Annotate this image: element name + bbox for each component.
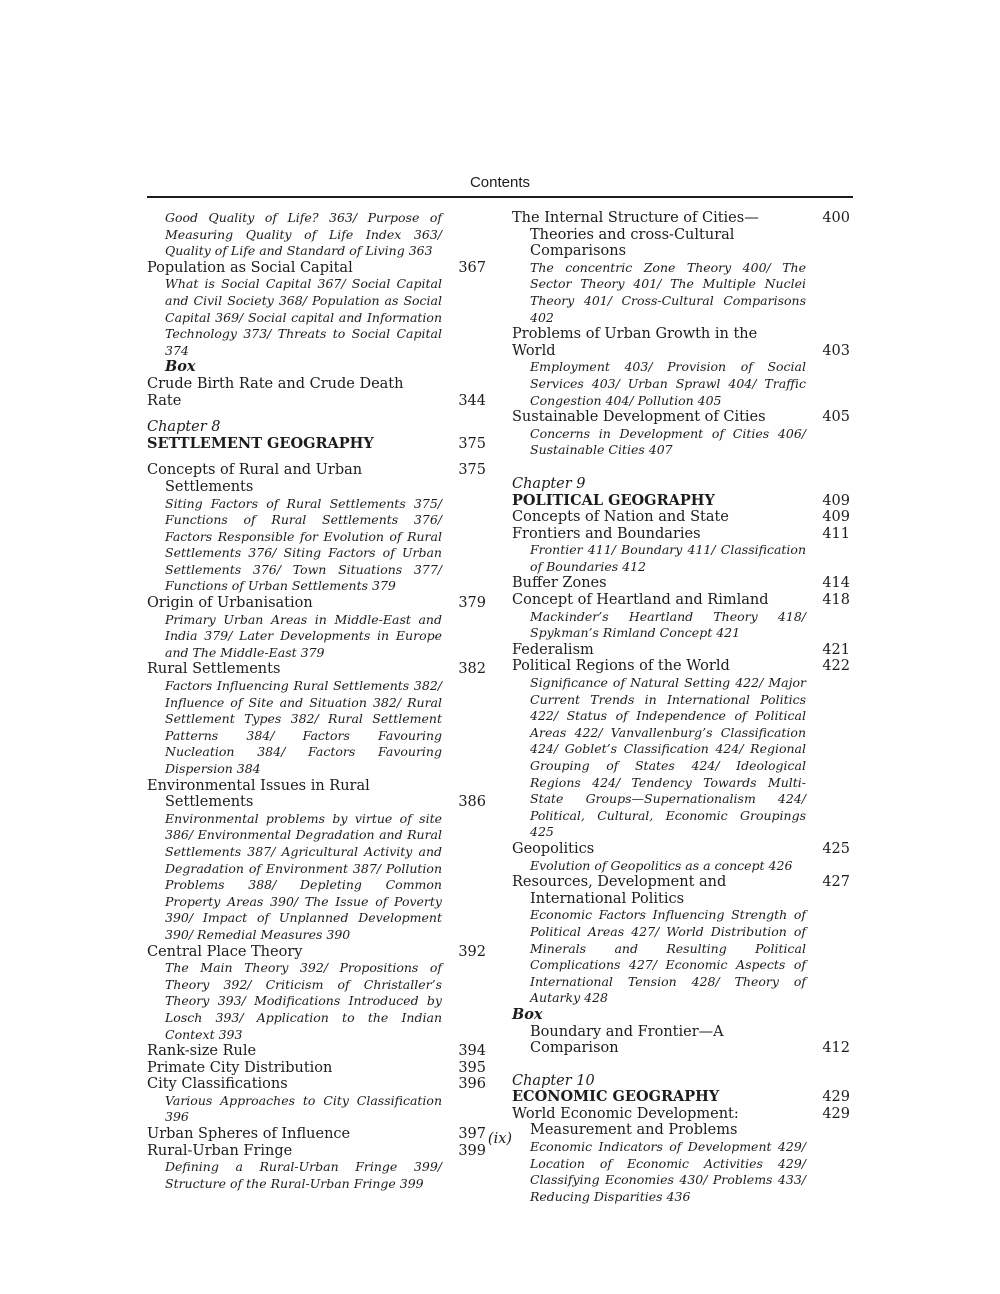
- entry-page: 382: [458, 661, 486, 678]
- left-column: [147, 210, 486, 1192]
- toc-entry-box-boundary-frontier[interactable]: [512, 1024, 850, 1057]
- entry-page: 403: [822, 342, 850, 359]
- entry-title-cont: Settlements: [165, 794, 254, 811]
- entry-subtopics: Good Quality of Life? 363/ Purpose of Measuring Quality of Life Index 363/ Quality of Life and Standard of Living 363: [165, 210, 442, 259]
- entry-page: 397: [458, 1126, 486, 1143]
- entry-subtopics: Evolution of Geopolitics as a concept 426: [530, 857, 793, 873]
- entry-page: 344: [458, 392, 486, 409]
- entry-page: 392: [458, 943, 486, 960]
- chapter-label: Chapter 10: [512, 1072, 595, 1089]
- box-label: Box: [512, 1005, 543, 1023]
- entry-subtopics: Factors Influencing Rural Settlements 382/ Influence of Site and Situation 382/ Rural Settlement Types 382/ Rural Settlement Patterns 384/ Factors Favouring Nucleation 384/ Factors Favouring Dispersion 384: [165, 678, 442, 776]
- entry-page: 396: [458, 1076, 486, 1093]
- entry-subtopics: Siting Factors of Rural Settlements 375/ Functions of Rural Settlements 376/ Factors Responsible for Evolution of Rural Settlements 376/ Siting Factors of Urban Settlements 376/ Town Situations 377/ Functions of Urban Settlements 379: [165, 495, 442, 594]
- entry-page: 405: [822, 409, 850, 426]
- entry-page: 427: [822, 874, 850, 891]
- chapter-title: POLITICAL GEOGRAPHY: [512, 491, 715, 509]
- right-column: [512, 210, 850, 1205]
- entry-title-cont: Measurement and Problems: [530, 1122, 738, 1139]
- entry-page: 375: [458, 462, 486, 479]
- toc-entry-sustainable-development[interactable]: [512, 409, 850, 426]
- entry-page: 412: [822, 1040, 850, 1057]
- entry-title: Crude Birth Rate and Crude Death Rate: [147, 375, 404, 409]
- entry-page: 429: [822, 1089, 850, 1106]
- entry-page: 399: [458, 1142, 486, 1159]
- entry-subtopics: Mackinder’s Heartland Theory 418/ Spykman’s Rimland Concept 421: [530, 608, 806, 641]
- entry-page: 379: [458, 595, 486, 612]
- entry-page: 395: [458, 1059, 486, 1076]
- box-label: Box: [165, 358, 196, 376]
- chapter-heading-9[interactable]: [512, 493, 850, 510]
- entry-page: 422: [822, 658, 850, 675]
- entry-title: Boundary and Frontier—A Comparison: [530, 1023, 724, 1057]
- header-rule: [147, 196, 853, 198]
- toc-entry-federalism[interactable]: [512, 642, 850, 659]
- entry-title: Political Regions of the World: [512, 658, 730, 675]
- entry-subtopics: Significance of Natural Setting 422/ Major Current Trends in International Politics 422/ Status of Independence of Political Areas 422/ Vanvallenburg’s Classification 424/ Goblet’s Classification 424/ Regional Grouping of States 424/ Ideological Regions 424/ Tendency Towards Multi-State Groups—Supernationalism 424/ Political, Cultural, Economic Groupings 425: [530, 675, 806, 840]
- entry-title: Rank-size Rule: [147, 1043, 257, 1060]
- entry-title: Population as Social Capital: [147, 259, 353, 276]
- entry-title: Federalism: [512, 641, 594, 658]
- toc-entry-geopolitics[interactable]: [512, 841, 850, 858]
- entry-page: 375: [458, 435, 486, 452]
- toc-entry-rural-settlements[interactable]: [147, 661, 486, 678]
- chapter-heading-10[interactable]: [512, 1089, 850, 1106]
- chapter-title: SETTLEMENT GEOGRAPHY: [147, 434, 374, 452]
- entry-page: 386: [458, 794, 486, 811]
- entry-title: Frontiers and Boundaries: [512, 525, 701, 542]
- entry-title: Environmental Issues in Rural: [147, 777, 370, 794]
- entry-page: 411: [822, 525, 850, 542]
- entry-subtopics: The concentric Zone Theory 400/ The Sector Theory 401/ The Multiple Nuclei Theory 401/ Cross-Cultural Comparisons 402: [530, 259, 806, 325]
- toc-entry-population-social-capital[interactable]: [147, 260, 486, 277]
- entry-page: 414: [822, 575, 850, 592]
- toc-entry-city-classifications[interactable]: [147, 1076, 486, 1093]
- running-header: Contents: [469, 174, 531, 191]
- toc-entry-rank-size-rule[interactable]: [147, 1043, 486, 1060]
- chapter-label: Chapter 8: [147, 419, 221, 436]
- entry-subtopics: Frontier 411/ Boundary 411/ Classification of Boundaries 412: [530, 542, 806, 574]
- entry-subtopics: The Main Theory 392/ Propositions of Theory 392/ Criticism of Christaller’s Theory 393/ Modifications Introduced by Losch 393/ Application to the Indian Context 393: [165, 960, 442, 1042]
- page-number: (ix): [487, 1131, 513, 1147]
- entry-title: Central Place Theory: [147, 943, 303, 960]
- entry-title: The Internal Structure of Cities—: [512, 210, 759, 226]
- entry-title-cont: Theories and cross-Cultural: [530, 226, 735, 243]
- toc-entry-primate-city[interactable]: [147, 1060, 486, 1077]
- entry-subtopics: Environmental problems by virtue of site 386/ Environmental Degradation and Rural Settlements 387/ Agricultural Activity and Degradation of Environment 387/ Pollution Problems 388/ Depleting Common Property Areas 390/ The Issue of Poverty 390/ Impact of Unplanned Development 390/ Remedial Measures 390: [165, 810, 442, 942]
- entry-subtopics: Primary Urban Areas in Middle-East and India 379/ Later Developments in Europe and The Middle-East 379: [165, 611, 442, 660]
- entry-title: City Classifications: [147, 1076, 288, 1093]
- entry-subtopics: Defining a Rural-Urban Fringe 399/ Structure of the Rural-Urban Fringe 399: [165, 1159, 442, 1191]
- toc-entry-environmental-issues[interactable]: [147, 778, 486, 811]
- entry-title: Concepts of Nation and State: [512, 509, 729, 526]
- entry-title: Sustainable Development of Cities: [512, 409, 766, 426]
- entry-page: 367: [458, 259, 486, 276]
- entry-page: 429: [822, 1105, 850, 1122]
- entry-title: Concept of Heartland and Rimland: [512, 592, 769, 609]
- entry-title: Problems of Urban Growth in the World: [512, 326, 758, 359]
- chapter-heading-8[interactable]: [147, 436, 486, 453]
- entry-title: Rural-Urban Fringe: [147, 1142, 293, 1159]
- entry-subtopics: Concerns in Development of Cities 406/ Sustainable Cities 407: [530, 425, 806, 458]
- entry-title: Rural Settlements: [147, 661, 281, 678]
- entry-title: Resources, Development and: [512, 874, 727, 891]
- entry-title: Concepts of Rural and Urban: [147, 462, 363, 479]
- chapter-title: ECONOMIC GEOGRAPHY: [512, 1088, 720, 1106]
- toc-entry-nation-state[interactable]: [512, 509, 850, 526]
- toc-entry-heartland-rimland[interactable]: [512, 592, 850, 609]
- entry-title: Buffer Zones: [512, 575, 607, 592]
- entry-page: 409: [822, 492, 850, 509]
- entry-subtopics: Economic Indicators of Development 429/ Location of Economic Activities 429/ Classifying Economies 430/ Problems 433/ Reducing Disparities 436: [530, 1139, 806, 1204]
- entry-subtopics: Various Approaches to City Classification 396: [165, 1092, 442, 1125]
- entry-title-cont: Comparisons: [530, 243, 627, 260]
- entry-page: 418: [822, 592, 850, 609]
- entry-title: Primate City Distribution: [147, 1059, 333, 1076]
- entry-title: Geopolitics: [512, 840, 595, 857]
- toc-entry-resources-development[interactable]: [512, 874, 850, 907]
- entry-page: 394: [458, 1043, 486, 1060]
- entry-title: Urban Spheres of Influence: [147, 1126, 351, 1143]
- toc-entry-internal-structure[interactable]: [512, 210, 850, 260]
- entry-subtopics: Employment 403/ Provision of Social Services 403/ Urban Sprawl 404/ Traffic Congestion 404/ Pollution 405: [530, 359, 806, 408]
- entry-page: 421: [822, 641, 850, 658]
- entry-title: World Economic Development:: [512, 1105, 739, 1122]
- entry-title: Origin of Urbanisation: [147, 595, 313, 612]
- toc-entry-origin-urbanisation[interactable]: [147, 595, 486, 612]
- toc-entry-political-regions[interactable]: [512, 658, 850, 675]
- chapter-label: Chapter 9: [512, 475, 586, 492]
- entry-page: 409: [822, 509, 850, 526]
- toc-entry-problems-urban-growth[interactable]: [512, 326, 850, 359]
- toc-entry-box-crude-birth-rate[interactable]: [147, 376, 486, 409]
- entry-title-cont: Settlements: [165, 478, 254, 495]
- entry-page: 425: [822, 840, 850, 857]
- toc-entry-central-place-theory[interactable]: [147, 944, 486, 961]
- entry-subtopics: Economic Factors Influencing Strength of Political Areas 427/ World Distribution of Minerals and Resulting Political Complications 427/ Economic Aspects of International Tension 428/ Theory of Autarky 428: [530, 907, 806, 1006]
- toc-entry-buffer-zones[interactable]: [512, 575, 850, 592]
- entry-page: 400: [822, 210, 850, 226]
- entry-subtopics: What is Social Capital 367/ Social Capital and Civil Society 368/ Population as Social Capital 369/ Social capital and Information Technology 373/ Threats to Social Capital 374: [165, 276, 442, 358]
- toc-entry-frontiers-boundaries[interactable]: [512, 526, 850, 543]
- toc-entry-concepts-rural-urban[interactable]: [147, 462, 486, 495]
- entry-title-cont: International Politics: [530, 890, 685, 907]
